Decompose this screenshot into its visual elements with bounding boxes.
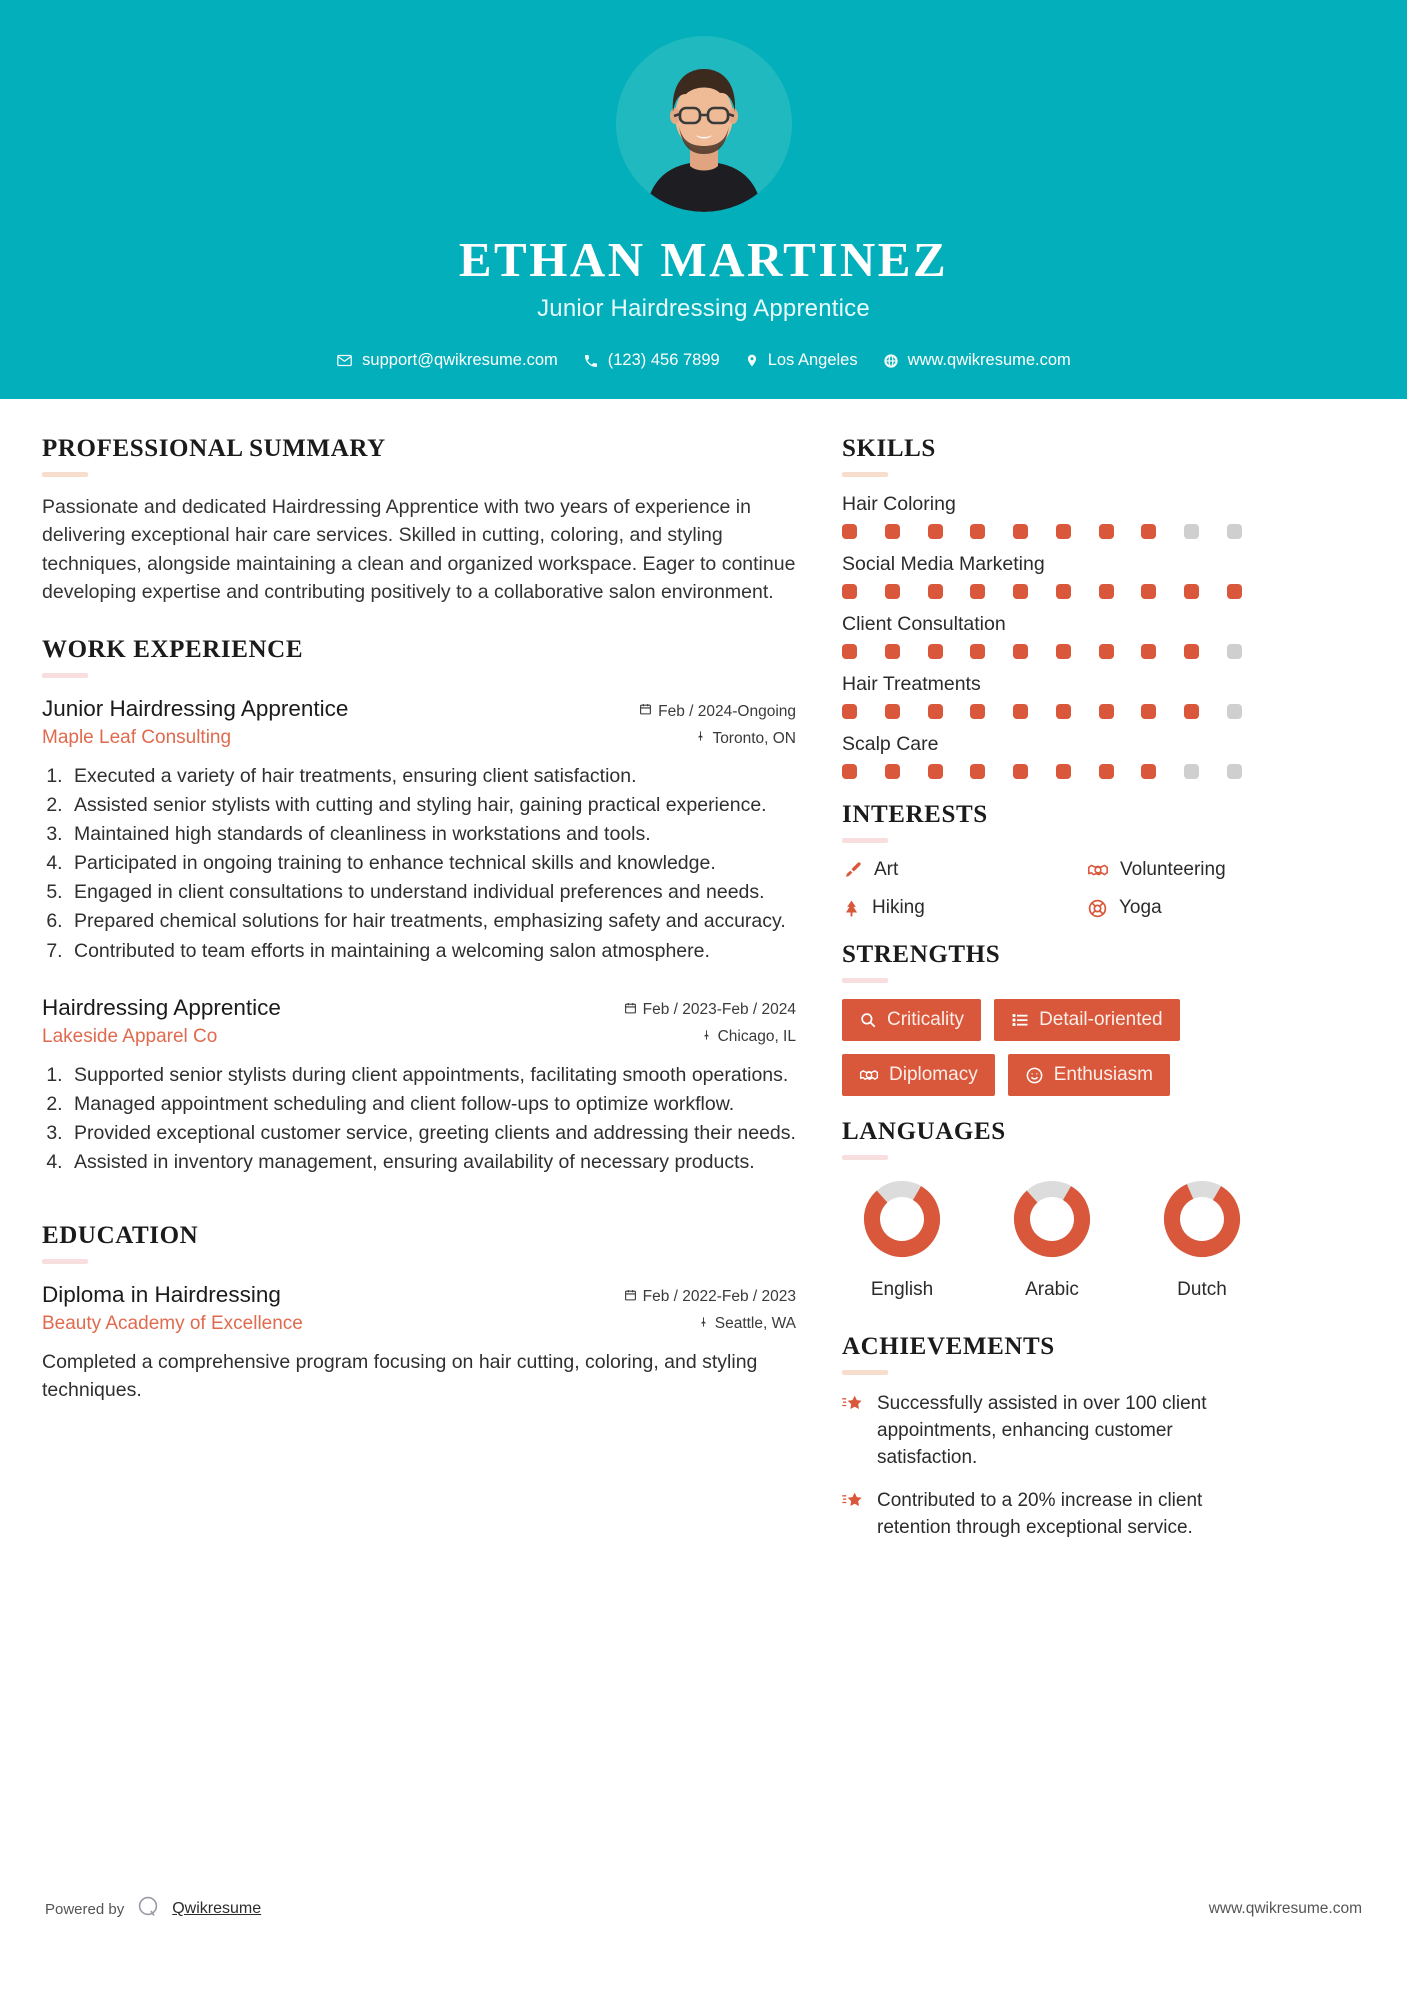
- education-date: [624, 1288, 796, 1307]
- star-icon: [842, 1391, 864, 1419]
- contact-location: [745, 351, 858, 370]
- work-entry: [42, 696, 796, 965]
- achievement-item: [842, 1391, 1322, 1472]
- interest-label: Volunteering: [1120, 859, 1226, 880]
- skill-dot: [1013, 644, 1028, 659]
- section-achievements: [842, 1333, 1322, 1542]
- skill-dot: [1184, 704, 1199, 719]
- skill-rating: [842, 584, 1242, 599]
- education-description: Completed a comprehensive program focusing on hair cutting, coloring, and styling techniques.: [42, 1350, 758, 1401]
- bullet: 3. Maintained high standards of cleanliness in workstations and tools.: [68, 820, 796, 848]
- tree-icon: [842, 898, 861, 919]
- skill-label: Scalp Care: [842, 733, 939, 755]
- skill-dot: [970, 764, 985, 779]
- work-date-text: Feb / 2023-Feb / 2024: [642, 1001, 796, 1019]
- language-item: [1142, 1176, 1262, 1301]
- skill-rating: [842, 704, 1242, 719]
- bullet: 1. Supported senior stylists during client appointments, facilitating smooth operations.: [68, 1061, 796, 1089]
- skill-item: [842, 613, 1322, 659]
- skill-label: Hair Treatments: [842, 673, 981, 695]
- summary-heading: PROFESSIONAL SUMMARY: [42, 435, 386, 462]
- bullet: 3. Provided exceptional customer service, greeting clients and addressing their needs.: [68, 1119, 796, 1147]
- skill-dot: [1013, 524, 1028, 539]
- section-skills: [842, 435, 1322, 779]
- skill-dot: [928, 524, 943, 539]
- language-item: [992, 1176, 1112, 1301]
- section-interests: [842, 801, 1322, 919]
- skill-label: Hair Coloring: [842, 493, 956, 515]
- skill-dot: [1227, 764, 1242, 779]
- skill-dot: [1013, 584, 1028, 599]
- skill-dot: [928, 764, 943, 779]
- skill-dot: [885, 644, 900, 659]
- skill-dot: [1184, 524, 1199, 539]
- skill-item: [842, 673, 1322, 719]
- qwikresume-logo-icon: [135, 1894, 161, 1925]
- skill-dot: [842, 584, 857, 599]
- education-rule: [42, 1259, 88, 1264]
- education-location: [698, 1315, 796, 1334]
- skill-item: [842, 493, 1322, 539]
- education-date-text: Feb / 2022-Feb / 2023: [642, 1288, 796, 1306]
- skill-dot: [970, 584, 985, 599]
- search-icon: [859, 1011, 877, 1029]
- skill-dot: [1184, 644, 1199, 659]
- bullet: 4. Participated in ongoing training to enhance technical skills and knowledge.: [68, 849, 796, 877]
- resume-header: [0, 0, 1407, 399]
- skill-dot: [1056, 704, 1071, 719]
- language-label: Arabic: [1025, 1279, 1079, 1300]
- skill-dot: [1056, 584, 1071, 599]
- skill-dot: [885, 764, 900, 779]
- skill-item: [842, 733, 1322, 779]
- section-strengths: [842, 941, 1322, 1096]
- contact-website[interactable]: [883, 351, 1071, 370]
- skill-label: Social Media Marketing: [842, 553, 1045, 575]
- skill-dot: [928, 704, 943, 719]
- skill-dot: [1099, 644, 1114, 659]
- language-donut: [1009, 1176, 1095, 1267]
- skill-dot: [1184, 584, 1199, 599]
- contact-email-text: support@qwikresume.com: [362, 351, 558, 370]
- strength-label: Enthusiasm: [1053, 1064, 1153, 1085]
- skill-dot: [1227, 644, 1242, 659]
- bullet: 2. Managed appointment scheduling and client follow-ups to optimize workflow.: [68, 1090, 796, 1118]
- skills-rule: [842, 472, 888, 477]
- right-column: [842, 435, 1322, 1558]
- calendar-icon: [639, 702, 652, 721]
- work-role: Junior Hairdressing Apprentice: [42, 696, 349, 722]
- work-bullets: [68, 762, 796, 965]
- contact-location-text: Los Angeles: [767, 351, 858, 370]
- skill-dot: [1056, 764, 1071, 779]
- work-heading: WORK EXPERIENCE: [42, 636, 304, 664]
- achievements-heading: ACHIEVEMENTS: [842, 1333, 1055, 1360]
- interest-item: [842, 859, 1077, 881]
- summary-text: Passionate and dedicated Hairdressing Apprentice with two years of experience in delivering exceptional hair care services. Skilled in cutting, coloring, and styling techniques, alongside maintaining a clean and organized workspace. Eager to continue developing expertise and contributing positively to a collaborative salon environment.: [42, 496, 796, 603]
- strength-label: Detail-oriented: [1039, 1009, 1163, 1030]
- achievement-text: Contributed to a 20% increase in client retention through exceptional service.: [877, 1489, 1203, 1538]
- skill-dot: [928, 644, 943, 659]
- lifebuoy-icon: [1087, 898, 1108, 919]
- pin-icon: [745, 352, 759, 369]
- work-role: Hairdressing Apprentice: [42, 994, 281, 1020]
- left-column: [42, 435, 842, 1558]
- education-location-text: Seattle, WA: [714, 1315, 796, 1333]
- map-pin-icon: [701, 1028, 712, 1047]
- skill-dot: [1227, 704, 1242, 719]
- strength-label: Diplomacy: [889, 1064, 978, 1085]
- skill-dot: [1013, 764, 1028, 779]
- interests-rule: [842, 838, 888, 843]
- summary-rule: [42, 472, 88, 477]
- work-location: [701, 1028, 796, 1047]
- strength-chip: [842, 999, 981, 1041]
- language-label: English: [870, 1279, 934, 1300]
- interest-label: Hiking: [872, 897, 925, 918]
- skill-dot: [1141, 644, 1156, 659]
- skill-dot: [885, 704, 900, 719]
- skill-dot: [885, 584, 900, 599]
- skill-dot: [1141, 524, 1156, 539]
- bullet: 6. Prepared chemical solutions for hair treatments, emphasizing safety and accuracy.: [68, 907, 796, 935]
- strength-chip: [994, 999, 1180, 1041]
- skill-dot: [1056, 524, 1071, 539]
- skill-dot: [970, 704, 985, 719]
- section-languages: [842, 1118, 1322, 1301]
- globe-icon: [883, 353, 899, 369]
- map-pin-icon: [698, 1315, 709, 1334]
- skill-dot: [1099, 524, 1114, 539]
- skill-dot: [1099, 584, 1114, 599]
- mail-icon: [336, 352, 353, 369]
- handshake-icon: [1087, 859, 1109, 881]
- bullet: 2. Assisted senior stylists with cutting and styling hair, gaining practical experience.: [68, 791, 796, 819]
- strength-chip: [842, 1054, 995, 1096]
- interests-heading: INTERESTS: [842, 801, 988, 828]
- work-entry: [42, 995, 796, 1176]
- education-heading: EDUCATION: [42, 1221, 199, 1249]
- contact-phone-text: (123) 456 7899: [607, 351, 720, 370]
- paintbrush-icon: [842, 860, 863, 881]
- skill-dot: [1141, 584, 1156, 599]
- skill-dot: [842, 704, 857, 719]
- bullet: 1. Executed a variety of hair treatments, ensuring client satisfaction.: [68, 762, 796, 790]
- skill-item: [842, 553, 1322, 599]
- contact-row: [336, 351, 1071, 370]
- skill-rating: [842, 524, 1242, 539]
- work-date: [624, 1001, 796, 1020]
- calendar-icon: [624, 1288, 637, 1307]
- work-location-text: Toronto, ON: [712, 729, 796, 747]
- skill-label: Client Consultation: [842, 613, 1006, 635]
- education-entry: [42, 1282, 796, 1404]
- work-location-text: Chicago, IL: [717, 1028, 796, 1046]
- achievement-item: [842, 1488, 1322, 1542]
- powered-by-label: Powered by: [45, 1900, 125, 1918]
- list-icon: [1011, 1011, 1029, 1029]
- skill-dot: [1099, 704, 1114, 719]
- work-bullets: [68, 1061, 796, 1176]
- work-date-text: Feb / 2024-Ongoing: [658, 702, 796, 720]
- achievements-rule: [842, 1370, 888, 1375]
- skill-dot: [842, 524, 857, 539]
- star-icon: [842, 1488, 864, 1516]
- skill-dot: [1141, 764, 1156, 779]
- job-title: Junior Hairdressing Apprentice: [537, 295, 870, 323]
- interest-label: Art: [874, 859, 899, 880]
- bullet: 5. Engaged in client consultations to understand individual preferences and needs.: [68, 878, 796, 906]
- skill-dot: [970, 524, 985, 539]
- skill-dot: [1141, 704, 1156, 719]
- smiley-icon: [1025, 1066, 1044, 1085]
- skill-dot: [842, 764, 857, 779]
- skill-rating: [842, 764, 1242, 779]
- skill-dot: [1099, 764, 1114, 779]
- section-work-experience: [42, 636, 796, 1176]
- bullet: 4. Assisted in inventory management, ensuring availability of necessary products.: [68, 1148, 796, 1176]
- skill-dot: [1227, 524, 1242, 539]
- education-degree: Diploma in Hairdressing: [42, 1281, 281, 1307]
- work-org: Lakeside Apparel Co: [42, 1025, 218, 1047]
- achievement-text: Successfully assisted in over 100 client appointments, enhancing customer satisfaction.: [877, 1393, 1207, 1468]
- languages-rule: [842, 1155, 888, 1160]
- language-donut: [1159, 1176, 1245, 1267]
- skill-dot: [842, 644, 857, 659]
- work-location: [695, 729, 796, 748]
- education-school: Beauty Academy of Excellence: [42, 1312, 303, 1334]
- bullet: 7. Contributed to team efforts in maintaining a welcoming salon atmosphere.: [68, 937, 796, 965]
- full-name: ETHAN MARTINEZ: [458, 232, 949, 287]
- work-org: Maple Leaf Consulting: [42, 727, 232, 749]
- map-pin-icon: [695, 729, 706, 748]
- language-donut: [859, 1176, 945, 1267]
- strengths-heading: STRENGTHS: [842, 941, 1001, 968]
- contact-phone[interactable]: [583, 351, 720, 370]
- language-item: [842, 1176, 962, 1301]
- interest-item: [842, 897, 1077, 919]
- skill-rating: [842, 644, 1242, 659]
- avatar: [616, 36, 792, 212]
- footer: [0, 1870, 1407, 1990]
- languages-heading: LANGUAGES: [842, 1118, 1006, 1145]
- language-label: Dutch: [1177, 1279, 1227, 1300]
- contact-email[interactable]: [336, 351, 558, 370]
- strength-label: Criticality: [887, 1009, 965, 1030]
- calendar-icon: [624, 1001, 637, 1020]
- section-professional-summary: [42, 435, 796, 606]
- skill-dot: [1227, 584, 1242, 599]
- resume-body: [0, 435, 1407, 1558]
- interest-item: [1087, 897, 1322, 919]
- handshake-icon: [859, 1065, 879, 1085]
- skill-dot: [970, 644, 985, 659]
- strength-chip: [1008, 1054, 1170, 1096]
- strengths-rule: [842, 978, 888, 983]
- skills-heading: SKILLS: [842, 435, 936, 462]
- section-education: [42, 1222, 796, 1404]
- footer-website: www.qwikresume.com: [1208, 1900, 1362, 1917]
- interest-label: Yoga: [1119, 897, 1162, 918]
- work-date: [639, 702, 796, 721]
- skill-dot: [885, 524, 900, 539]
- skill-dot: [928, 584, 943, 599]
- skill-dot: [1013, 704, 1028, 719]
- work-rule: [42, 673, 88, 678]
- contact-website-text: www.qwikresume.com: [907, 351, 1071, 370]
- qwikresume-link[interactable]: Qwikresume: [172, 1900, 262, 1917]
- skill-dot: [1056, 644, 1071, 659]
- interest-item: [1087, 859, 1322, 881]
- phone-icon: [583, 353, 599, 369]
- skill-dot: [1184, 764, 1199, 779]
